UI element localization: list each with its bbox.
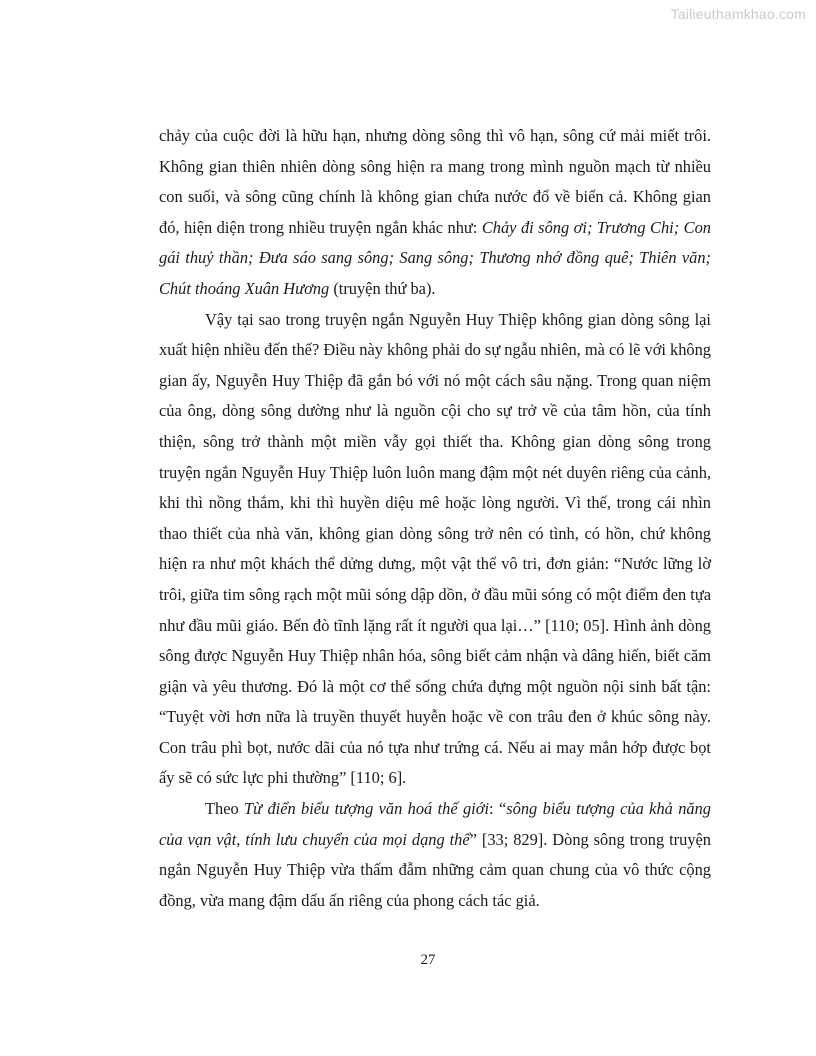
- paragraph-1: [159, 121, 711, 305]
- page-number: 27: [420, 952, 436, 968]
- paragraph-2: [159, 305, 711, 795]
- watermark: Tailieuthamkhao.com: [670, 6, 806, 22]
- paragraph-1-text: chảy của cuộc đời là hữu hạn, nhưng dòng sông thì vô hạn, sông cứ mải miết trôi. Không gian thiên nhiên dòng sông hiện ra mang trong mình nguồn mạch từ nhiều con suối, và sông cũng chính là không gian chứa nước đổ về biển cả. Không gian đó, hiện diện trong nhiều truyện ngắn khác như:: [159, 126, 711, 237]
- paragraph-1-tail: (truyện thứ ba).: [329, 278, 436, 298]
- page-body: [159, 121, 711, 916]
- paragraph-1-italic-titles: Chảy đi sông ơi; Trương Chi; Con gái thuỷ thần; Đưa sáo sang sông; Sang sông; Thương nhớ đồng quê; Thiên văn; Chút thoáng Xuân Hương: [159, 217, 711, 298]
- paragraph-3: [159, 794, 711, 916]
- paragraph-3-punct: : “: [489, 799, 507, 819]
- paragraph-3-quote: sông biểu tượng của khả năng của vạn vật, tính lưu chuyển của mọi dạng thể: [159, 799, 711, 849]
- paragraph-3-lead: Theo: [205, 799, 245, 819]
- paragraph-2-text: Vậy tại sao trong truyện ngắn Nguyễn Huy Thiệp không gian dòng sông lại xuất hiện nhiều đến thế? Điều này không phải do sự ngẫu nhiên, mà có lẽ với không gian ấy, Nguyễn Huy Thiệp đã gắn bó với nó một cách sâu nặng. Trong quan niệm của ông, dòng sông dường như là nguồn cội cho sự trở về của tâm hồn, của tính thiện, sông trở thành một miền vẫy gọi thiết tha. Không gian dòng sông trong truyện ngắn Nguyễn Huy Thiệp luôn luôn mang đậm một nét duyên riêng của cảnh, khi thì nồng thắm, khi thì huyền diệu mê hoặc lòng người. Vì thế, trong cái nhìn thao thiết của nhà văn, không gian dòng sông trở nên có tình, có hồn, chứ không hiện ra như một khách thể dửng dưng, một vật thể vô tri, đơn giản: “Nước lững lờ trôi, giữa tim sông rạch một mũi sóng dập dồn, ở đầu mũi sóng có một điểm đen tựa như đầu mũi giáo. Bến đò tĩnh lặng rất ít người qua lại…” [110; 05]. Hình ảnh dòng sông được Nguyễn Huy Thiệp nhân hóa, sông biết cảm nhận và dâng hiến, biết căm giận và yêu thương. Đó là một cơ thể sống chứa đựng một nguồn nội sinh bất tận: “Tuyệt vời hơn nữa là truyền thuyết huyễn hoặc về con trâu đen ở khúc sông này. Con trâu phì bọt, nước dãi của nó tựa như trứng cá. Nếu ai may mắn hớp được bọt ấy sẽ có sức lực phi thường” [110; 6].: [159, 309, 711, 788]
- paragraph-3-book-title: Từ điển biểu tượng văn hoá thế giới: [244, 799, 490, 819]
- paragraph-3-tail: ” [33; 829]. Dòng sông trong truyện ngắn Nguyễn Huy Thiệp vừa thấm đẫm những cảm quan chung của vô thức cộng đồng, vừa mang đậm dấu ấn riêng của phong cách tác giả.: [159, 829, 711, 910]
